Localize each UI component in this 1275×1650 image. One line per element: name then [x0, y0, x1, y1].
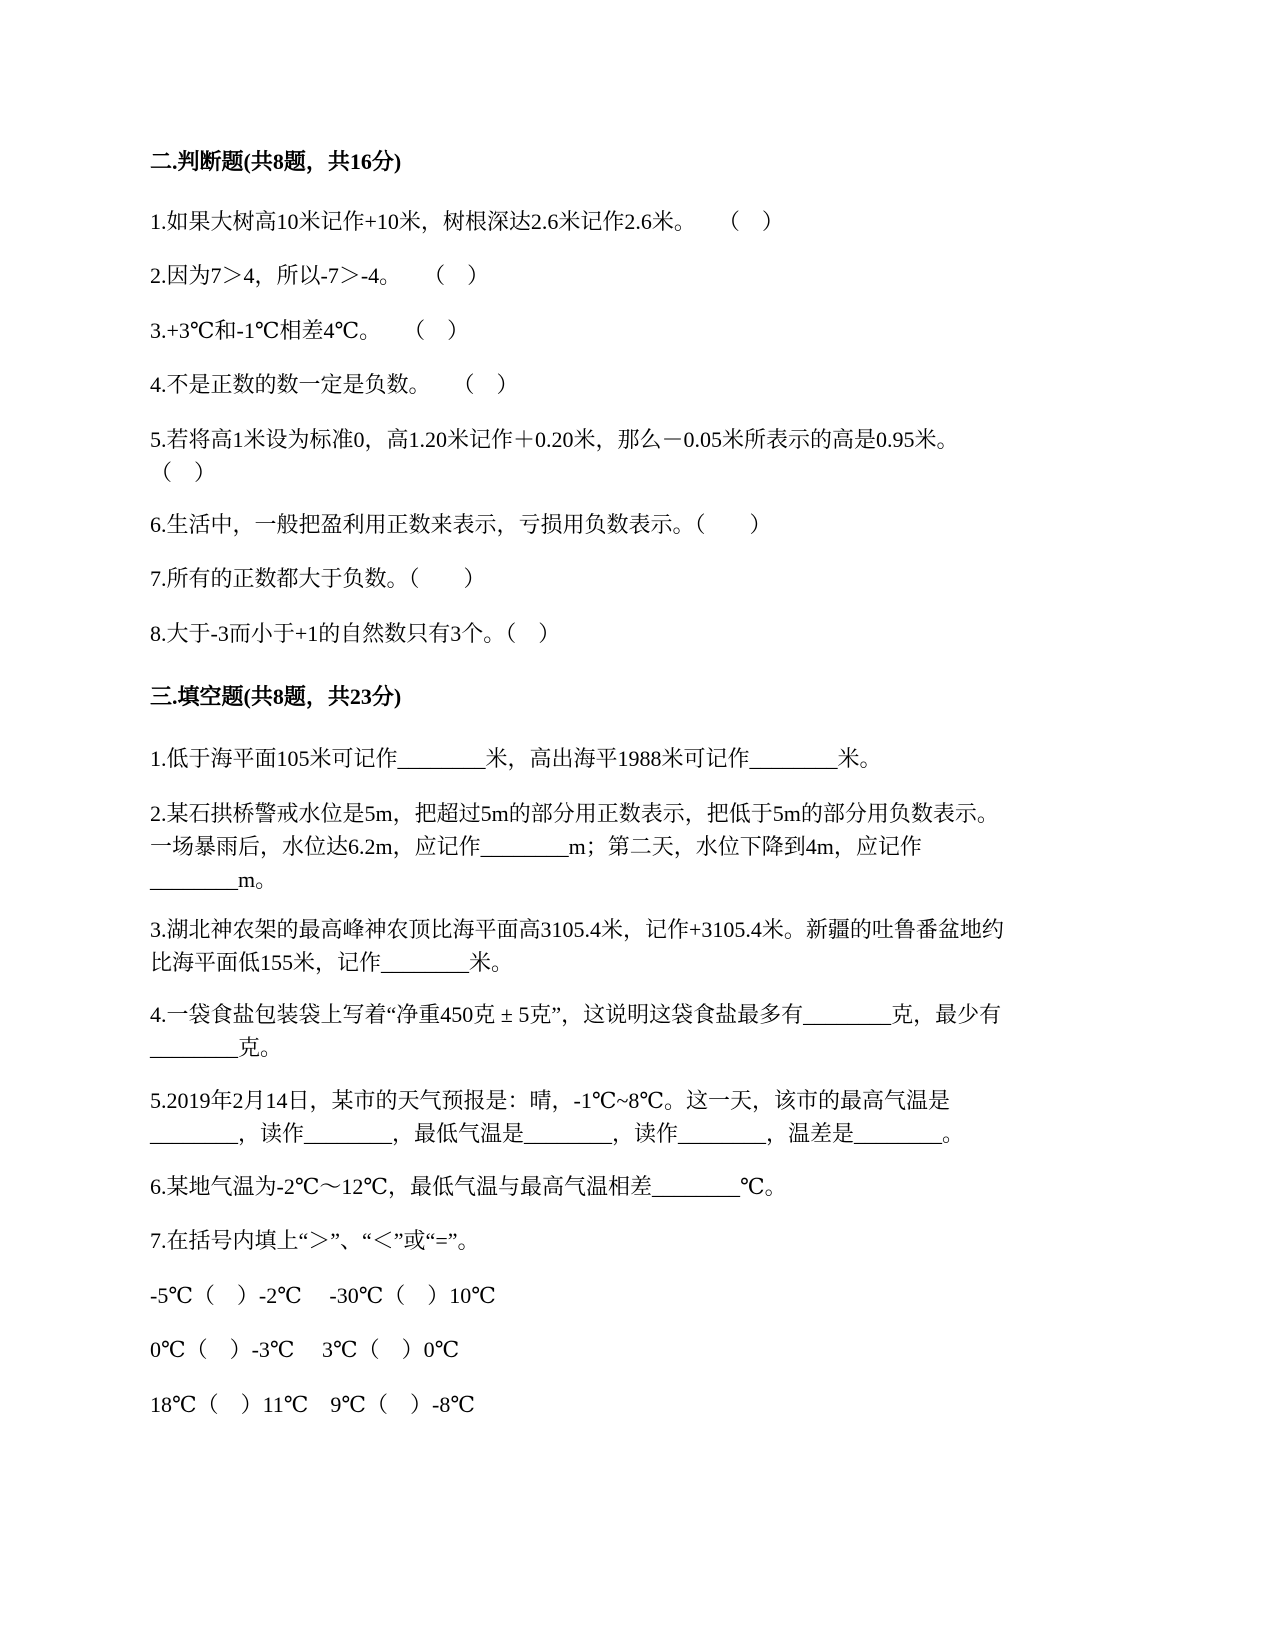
compare-row-3 — [150, 1388, 1130, 1421]
compare-row-2 — [150, 1333, 1130, 1366]
fill-item-6-line-1: 6.某地气温为-2℃～12℃，最低气温与最高气温相差________℃。 — [150, 1174, 787, 1199]
fill-item-1 — [150, 742, 1130, 775]
judge-item-3 — [150, 314, 1130, 347]
compare-row-3-text: 18℃（ ）11℃ 9℃（ ）-8℃ — [150, 1392, 475, 1417]
compare-row-2-text: 0℃（ ）-3℃ 3℃（ ）0℃ — [150, 1337, 460, 1362]
fill-item-3-line-2: 比海平面低155米，记作________米。 — [150, 950, 514, 975]
judge-item-7-text: 7.所有的正数都大于负数。（ ） — [150, 566, 486, 591]
compare-row-1-text: -5℃（ ）-2℃ -30℃（ ）10℃ — [150, 1283, 496, 1308]
fill-item-5-line-2: ________，读作________，最低气温是________，读作________，温差是________。 — [150, 1121, 965, 1146]
fill-item-4 — [150, 998, 1130, 1064]
section3-heading: 三.填空题(共8题，共23分) — [150, 684, 402, 709]
judge-item-3-text: 3.+3℃和-1℃相差4℃。 （ ） — [150, 318, 470, 343]
judge-item-8 — [150, 617, 1130, 650]
judge-item-6 — [150, 508, 1130, 541]
fill-item-5-line-1: 5.2019年2月14日，某市的天气预报是：晴，-1℃~8℃。这一天，该市的最高气温是 — [150, 1088, 950, 1113]
fill-item-1-line-1: 1.低于海平面105米可记作________米，高出海平1988米可记作________米。 — [150, 746, 882, 771]
fill-item-2 — [150, 797, 1130, 896]
section2-heading: 二.判断题(共8题，共16分) — [150, 149, 402, 174]
judge-item-7 — [150, 562, 1130, 595]
judge-item-4 — [150, 368, 1130, 401]
fill-item-4-line-2: ________克。 — [150, 1035, 283, 1060]
judge-item-2 — [150, 259, 1130, 292]
judge-item-2-text: 2.因为7＞4，所以-7＞-4。 （ ） — [150, 263, 490, 288]
compare-row-1 — [150, 1279, 1130, 1312]
judge-item-8-text: 8.大于-3而小于+1的自然数只有3个。（ ） — [150, 621, 561, 646]
fill-item-4-line-1: 4.一袋食盐包装袋上写着“净重450克 ± 5克”，这说明这袋食盐最多有________克，最少有 — [150, 1002, 1002, 1027]
fill-item-2-line-3: ________m。 — [150, 867, 278, 892]
judge-item-5-line-2: （ ） — [150, 460, 217, 485]
judge-item-6-text: 6.生活中，一般把盈利用正数来表示，亏损用负数表示。（ ） — [150, 512, 772, 537]
fill-item-7-line-1: 7.在括号内填上“＞”、“＜”或“=”。 — [150, 1228, 480, 1253]
judge-item-4-text: 4.不是正数的数一定是负数。 （ ） — [150, 372, 519, 397]
fill-item-3-line-1: 3.湖北神农架的最高峰神农顶比海平面高3105.4米，记作+3105.4米。新疆的吐鲁番盆地约 — [150, 917, 1004, 942]
judge-item-1-text: 1.如果大树高10米记作+10米，树根深达2.6米记作2.6米。 （ ） — [150, 209, 784, 234]
judge-item-5 — [150, 423, 1130, 489]
fill-item-2-line-2: 一场暴雨后，水位达6.2m，应记作________m；第二天，水位下降到4m，应记作 — [150, 834, 922, 859]
fill-item-5 — [150, 1084, 1130, 1150]
fill-item-7 — [150, 1224, 1130, 1257]
fill-item-3 — [150, 913, 1130, 979]
fill-item-6 — [150, 1170, 1130, 1203]
fill-item-2-line-1: 2.某石拱桥警戒水位是5m，把超过5m的部分用正数表示，把低于5m的部分用负数表示。 — [150, 801, 999, 826]
judge-item-1 — [150, 205, 1130, 238]
judge-item-5-line-1: 5.若将高1米设为标准0，高1.20米记作＋0.20米，那么－0.05米所表示的高是0.95米。 — [150, 427, 959, 452]
